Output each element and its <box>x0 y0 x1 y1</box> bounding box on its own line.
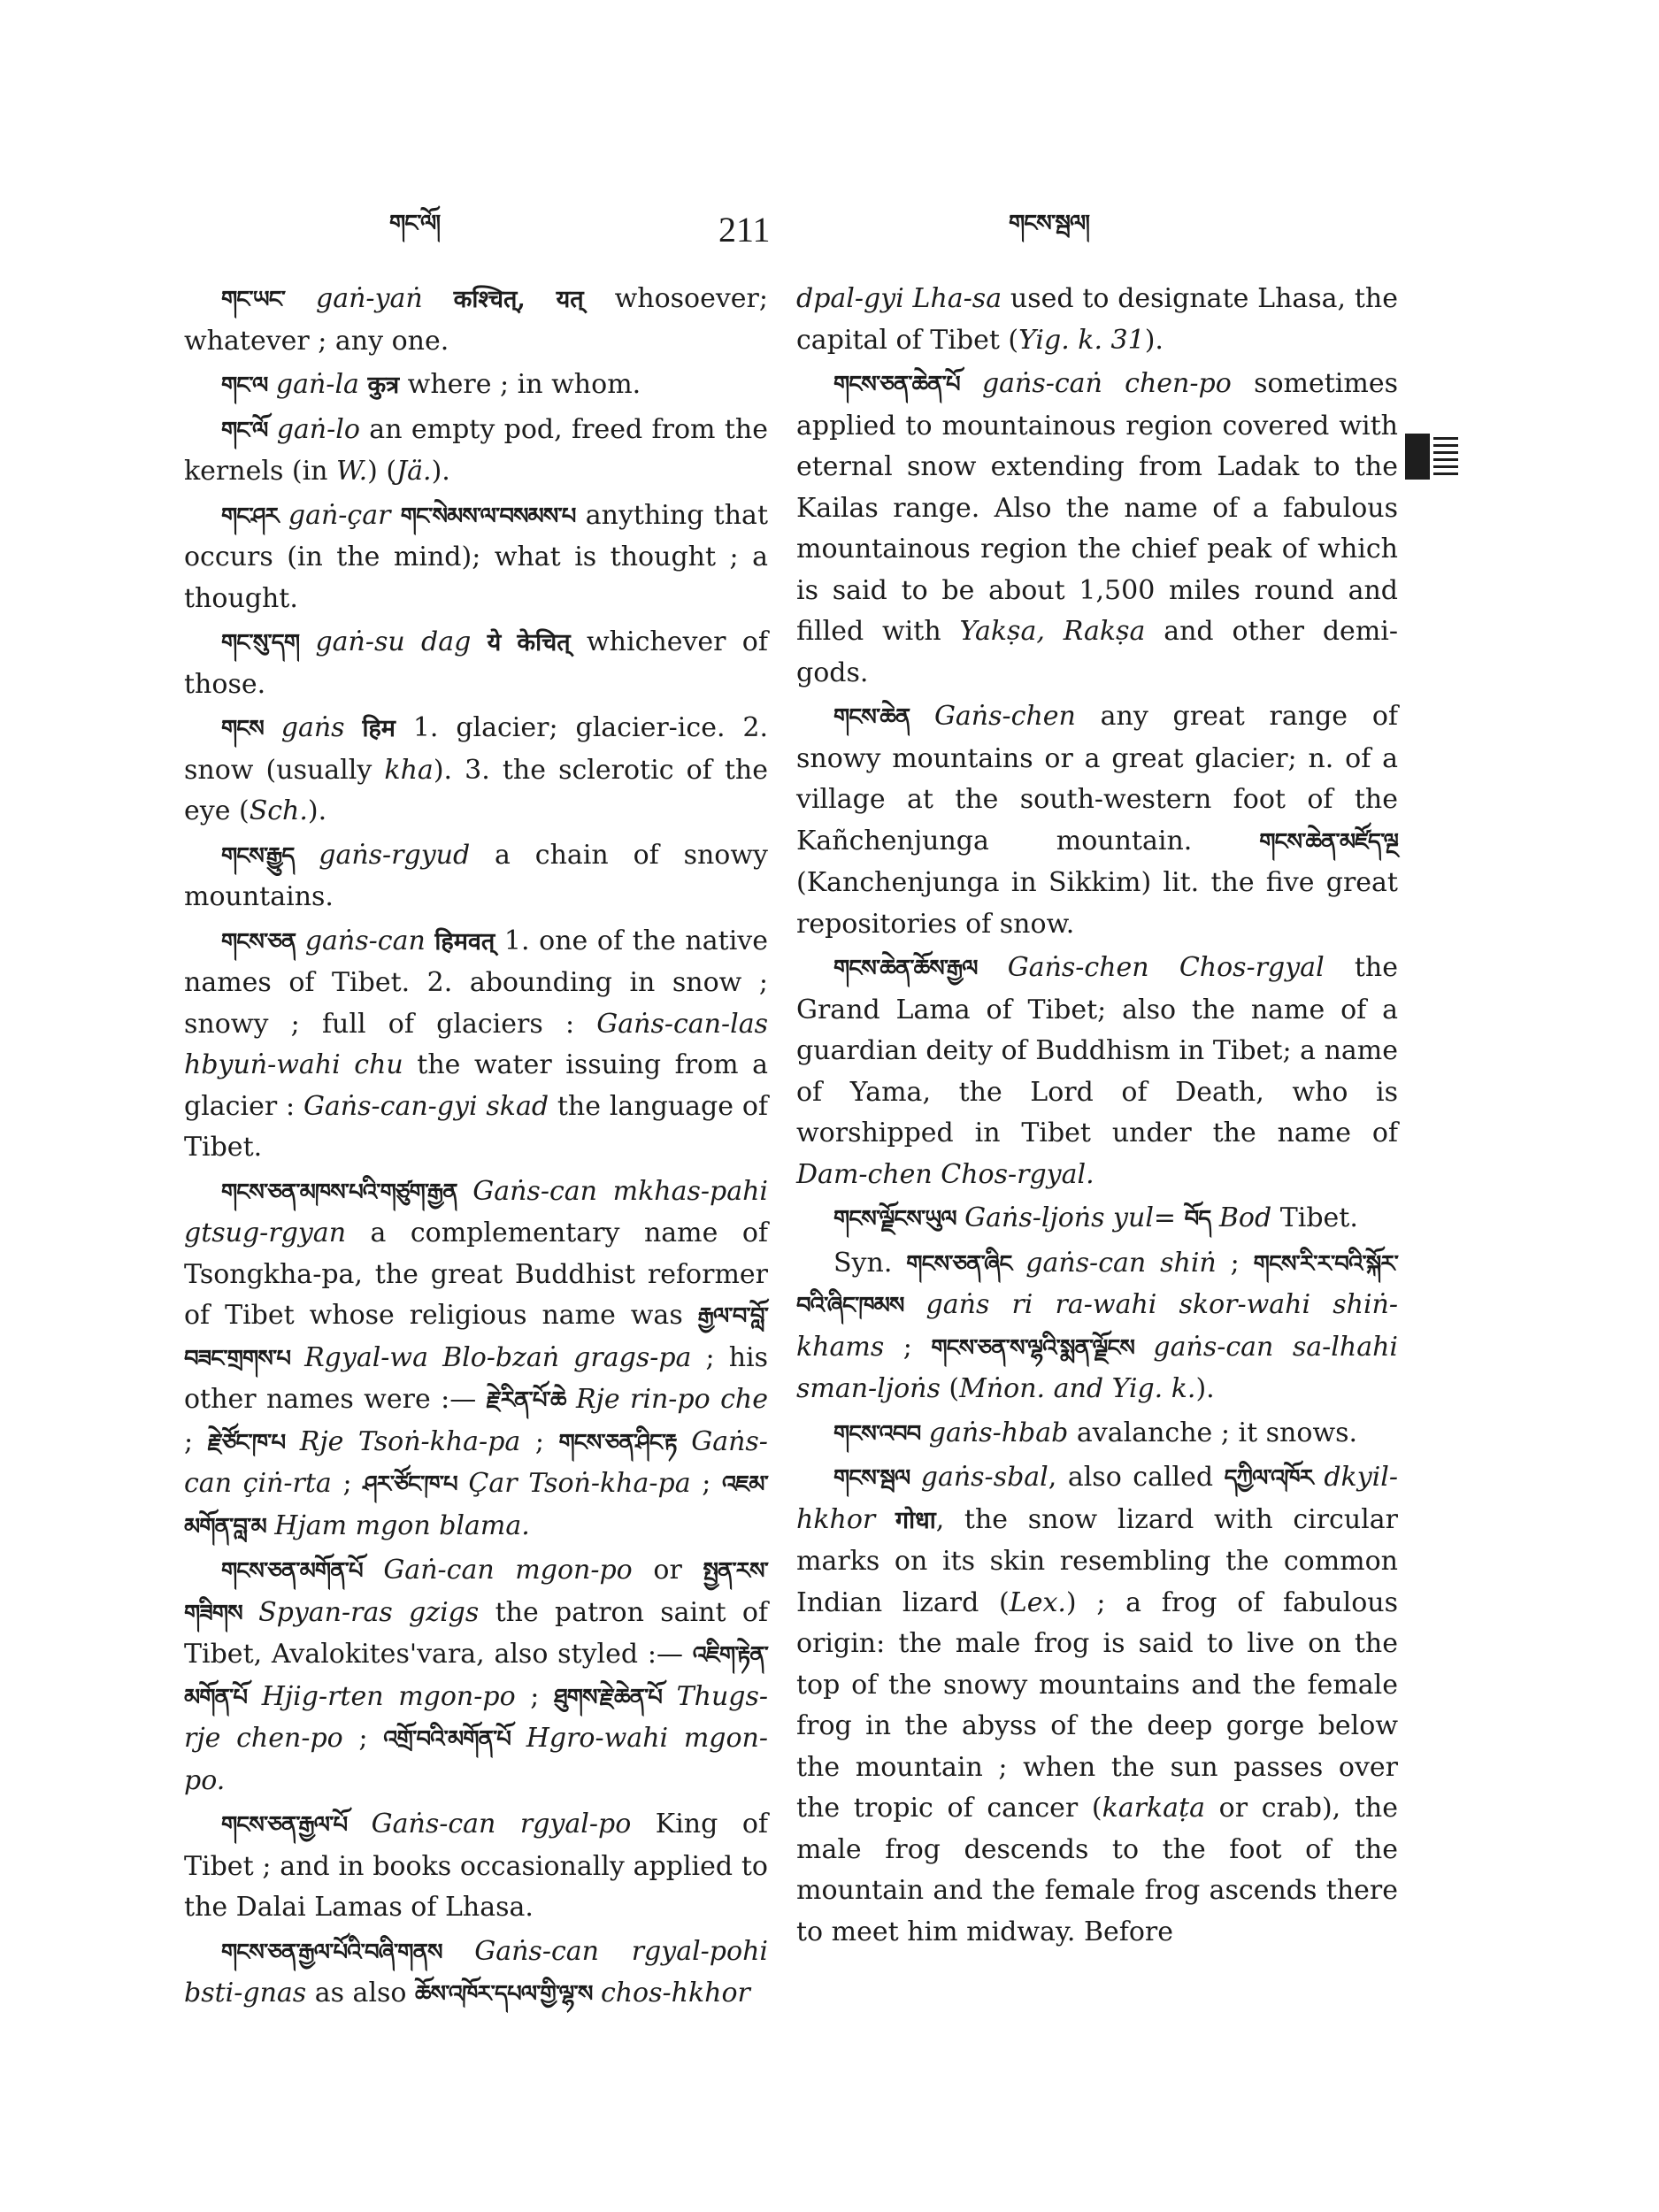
definition-text <box>267 414 276 445</box>
dictionary-entry <box>184 365 768 407</box>
definition-text <box>677 1426 692 1457</box>
dictionary-entry <box>796 279 1398 361</box>
definition-text: ; <box>1216 1247 1254 1279</box>
dictionary-entry <box>184 1171 768 1548</box>
definition-text: 1. one of the native names of Tibet. 2. abounding in snow ; snowy ; full of glaciers : <box>184 925 768 1040</box>
definition-text: any great range of snowy mountains or a great glacier; n. of a village at the south-western foot of the Kañchenjunga mountain. <box>796 701 1398 856</box>
definition-text: an empty pod, freed from the kernels (in <box>184 413 768 487</box>
definition-text <box>266 1510 275 1541</box>
definition-text: , also called <box>1048 1462 1225 1493</box>
tibetan-headword: སྤྱན་རས་གཟིགས <box>184 1558 768 1627</box>
definition-text: used to designate Lhasa, the capital of Tibet ( <box>796 283 1398 356</box>
definition-text: ; <box>331 1468 364 1499</box>
definition-text: King of Tibet ; and in books occasionally applied to the Dalai Lamas of Lhasa. <box>184 1809 768 1923</box>
tibetan-headword: གང་ཤར <box>221 503 279 530</box>
definition-text <box>423 283 454 314</box>
definition-text <box>347 1809 372 1839</box>
transliteration: Spyan-ras gzigs <box>258 1596 480 1628</box>
dictionary-entry <box>184 1804 768 1929</box>
transliteration: gaṅs <box>280 712 345 743</box>
dictionary-entry <box>796 364 1398 694</box>
transliteration: W. <box>336 456 368 487</box>
transliteration: Rje Tsoṅ-kha-pa <box>299 1425 521 1457</box>
tibetan-headword: བོད <box>1184 1206 1211 1233</box>
definition-text: anything that occurs (in the mind); what is thought ; a thought. <box>184 499 768 614</box>
transliteration: Thugs-rje chen-po <box>184 1680 768 1754</box>
definition-text <box>903 1289 926 1320</box>
definition-text <box>511 1723 526 1754</box>
definition-text <box>296 926 305 956</box>
transliteration: Gaṅs-chen <box>933 701 1076 732</box>
sanskrit-equivalent: ये केचित् <box>487 629 571 657</box>
definition-text <box>920 1417 929 1448</box>
definition-text: a complementary name of Tsongkha-pa, the great Buddhist reformer of Tibet whose religious name was <box>184 1217 768 1331</box>
transliteration: gaṅs-caṅ chen-po <box>981 368 1232 399</box>
definition-text: the water issuing from a glacier : <box>184 1049 768 1122</box>
transliteration: Hgro-wahi mgon-po. <box>184 1723 768 1796</box>
transliteration: Gaṅs-can-las hbyuṅ-wahi chu <box>184 1008 768 1080</box>
transliteration: Gaṅs-can mkhas-pahi gtsug-rgyan <box>184 1175 768 1248</box>
transliteration: Dam-chen Chos-rgyal. <box>796 1158 1094 1190</box>
definition-text <box>956 1202 965 1233</box>
tibetan-headword: གངས་ཅན་ཞིང <box>906 1250 1012 1278</box>
definition-text <box>662 1681 677 1712</box>
tibetan-headword: འཇམ་མགོན་བླ་མ <box>184 1471 768 1540</box>
thumb-index-rule <box>1433 444 1458 447</box>
transliteration: Bod <box>1218 1202 1272 1233</box>
definition-text: and other demi-gods. <box>796 616 1398 688</box>
sanskrit-equivalent: कश्चित्, यत् <box>453 286 584 313</box>
definition-text: ; his other names were :— <box>184 1341 769 1415</box>
dictionary-entry <box>796 696 1398 945</box>
transliteration: gaṅ-lo <box>276 413 360 445</box>
transliteration: Mṅon. and Yig. k. <box>959 1373 1196 1404</box>
dictionary-entry <box>184 622 768 705</box>
definition-text <box>285 1426 300 1457</box>
definition-text: ; <box>884 1331 932 1363</box>
definition-text: ) ; a frog of fabulous origin: the male frog is said to live on the top of the snowy mountains and the female frog in the abyss of the deep gorge below the mountain ; when the sun passes over the tropic of cancer ( <box>796 1586 1398 1824</box>
tibetan-headword: གང་སུ་དག <box>221 630 300 657</box>
tibetan-headword: འགྲོ་བའི་མགོན་པོ <box>383 1726 511 1753</box>
tibetan-headword: གངས་ཅན་མགོན་པོ <box>221 1558 363 1585</box>
transliteration: gaṅ-su dag <box>315 626 472 657</box>
definition-text: a chain of snowy mountains. <box>184 839 768 912</box>
tibetan-headword: གངས <box>221 716 264 742</box>
definition-text <box>910 1462 921 1493</box>
thumb-index-rule <box>1433 465 1458 468</box>
tibetan-headword: གང་ཡང་ <box>221 287 286 313</box>
definition-text <box>294 840 319 871</box>
tibetan-headword: རྗེ་ཙོང་ཁ་པ <box>207 1429 286 1456</box>
thumb-index-rule <box>1433 458 1458 461</box>
transliteration: gaṅ-yaṅ <box>316 283 423 314</box>
page-number: 211 <box>718 210 771 250</box>
transliteration: Jä. <box>396 456 432 487</box>
transliteration: Sch. <box>249 795 308 826</box>
transliteration: dkyil-hkhor <box>796 1462 1398 1535</box>
tibetan-headword: གངས་ཆེན་ཆོས་རྒྱལ <box>833 956 978 982</box>
definition-text <box>363 1555 384 1586</box>
definition-text: ). <box>1144 324 1164 356</box>
definition-text <box>910 701 934 732</box>
sanskrit-equivalent: कुत्र <box>367 372 400 399</box>
definition-text: avalanche ; it snows. <box>1068 1417 1358 1448</box>
definition-text <box>1313 1462 1325 1493</box>
tibetan-headword: དཀྱིལ་འཁོར <box>1224 1465 1313 1492</box>
definition-text <box>267 369 276 400</box>
definition-text <box>242 1597 258 1628</box>
definition-text: as also <box>306 1978 416 2008</box>
sanskrit-equivalent: हिम <box>362 715 396 742</box>
tibetan-headword: གངས་ཅན་ས་ལྷའི་སྨན་ལྗོངས <box>931 1334 1134 1362</box>
tibetan-headword: གང་སེམས་ལ་བསམས་པ <box>400 503 576 530</box>
definition-text: the Grand Lama of Tibet; also the name of a guardian deity of Buddhism in Tibet; a name of Yama, the Lord of Death, who is worshipped in Tibet under the name of <box>796 952 1399 1148</box>
transliteration: gaṅs-hbab <box>928 1417 1069 1448</box>
definition-text <box>247 1681 262 1712</box>
tibetan-headword: གངས་རི་ར་བའི་སྐོར་བའི་ཞིང་ཁམས <box>796 1250 1398 1319</box>
definition-text: ). 3. the sclerotic of the eye ( <box>184 754 768 826</box>
transliteration: Lex. <box>1009 1586 1066 1618</box>
sanskrit-equivalent: हिमवत् <box>434 927 495 956</box>
tibetan-headword: གངས་རྒྱུད <box>221 842 295 870</box>
transliteration: gaṅs-can shiṅ <box>1025 1247 1217 1279</box>
definition-text <box>345 712 363 743</box>
definition-text: where ; in whom. <box>399 369 641 400</box>
definition-text <box>457 1176 473 1207</box>
definition-text: ). <box>1195 1373 1215 1404</box>
definition-text <box>566 1384 576 1415</box>
definition-text: ; <box>515 1680 555 1712</box>
transliteration: gaṅ-la <box>275 369 359 400</box>
tibetan-headword: ཤར་ཙོང་ཁ་པ <box>363 1471 457 1498</box>
tibetan-headword: གངས་ཅན་མཁས་པའི་གཙུག་རྒྱན <box>221 1179 457 1206</box>
definition-text <box>1210 1202 1219 1233</box>
transliteration: Gaṅs-can-gyi skad <box>303 1090 549 1122</box>
definition-text: or <box>632 1555 703 1586</box>
definition-text <box>875 1504 895 1535</box>
transliteration: Gaṅs-can rgyal-pohi bsti-gnas <box>184 1935 768 2008</box>
definition-text: ; <box>690 1468 723 1499</box>
definition-text: ; <box>184 1425 208 1457</box>
transliteration: gaṅs-sbal <box>920 1462 1048 1493</box>
definition-text: or crab), the male frog descends to the foot of the mountain and the female frog ascends there to meet him midway. Before <box>796 1793 1398 1947</box>
definition-text: (Kanchenjunga in Sikkim) lit. the five great repositories of snow. <box>796 867 1398 940</box>
tibetan-headword: གངས་ཆེན་མཛོད་ལྔ <box>1259 828 1398 856</box>
definition-text: ) ( <box>367 456 397 487</box>
definition-text: the language of Tibet. <box>184 1090 769 1163</box>
definition-text <box>1011 1248 1025 1279</box>
transliteration: Gaṅ-can mgon-po <box>383 1555 633 1586</box>
definition-text: ). <box>431 456 450 487</box>
right-column <box>796 279 1398 1953</box>
definition-text: ). <box>307 795 327 826</box>
dictionary-entry <box>796 1457 1398 1953</box>
tibetan-headword: གངས་འབབ <box>833 1420 921 1448</box>
definition-text: , the snow lizard with circular marks on its skin resembling the common Indian lizard ( <box>796 1503 1398 1618</box>
transliteration: gaṅs-can sa-lhahi sman-ljoṅs <box>796 1331 1398 1404</box>
transliteration: Gaṅs-can çiṅ-rta <box>184 1425 768 1499</box>
dictionary-entry <box>796 948 1398 1195</box>
tibetan-headword: གངས་ཅན <box>221 928 296 956</box>
dictionary-entry <box>184 835 768 918</box>
definition-text: whichever of those. <box>184 626 768 700</box>
definition-text <box>264 712 281 743</box>
definition-text <box>471 626 487 657</box>
definition-text: whosoever; whatever ; any one. <box>184 283 768 357</box>
dictionary-entry <box>796 1198 1398 1240</box>
transliteration: Gaṅs-ljoṅs yul <box>964 1202 1154 1233</box>
tibetan-headword: གངས་ཅན་རྒྱལ་པོའི་བཞི་གནས <box>221 1939 442 1966</box>
transliteration: Yig. k. 31 <box>1018 324 1145 356</box>
thumb-index-tab <box>1405 434 1458 480</box>
definition-text <box>426 926 435 956</box>
definition-text: ; <box>342 1723 384 1754</box>
definition-text <box>390 500 400 531</box>
tibetan-headword: གངས་ལྗོངས་ཡུལ <box>833 1206 956 1233</box>
thumb-index-rule <box>1433 451 1458 454</box>
tibetan-headword: རྗེ་རིན་པོ་ཆེ <box>486 1387 566 1414</box>
definition-text <box>290 1342 304 1373</box>
transliteration: Rje rin-po che <box>575 1384 768 1415</box>
tibetan-headword: གངས་སྦལ <box>833 1465 910 1492</box>
dictionary-entry <box>184 921 768 1169</box>
definition-text: Tibet. <box>1271 1202 1358 1233</box>
transliteration: Gaṅs-chen Chos-rgyal <box>1007 952 1325 983</box>
tibetan-headword: གང་ལ <box>221 373 268 399</box>
thumb-index-rule <box>1433 437 1458 440</box>
transliteration: chos-hkhor <box>600 1978 750 2008</box>
definition-text <box>960 368 982 399</box>
dictionary-entry <box>184 495 768 620</box>
tibetan-headword: གངས་ཆེན <box>833 704 910 731</box>
dictionary-entry <box>184 1932 768 2016</box>
running-head-left: གང་ལོ། <box>389 211 441 237</box>
transliteration: Rgyal-wa Blo-bzaṅ grags-pa <box>304 1341 692 1373</box>
definition-text <box>285 283 316 314</box>
definition-text <box>442 1936 475 1967</box>
transliteration: Gaṅs-can rgyal-po <box>371 1809 632 1839</box>
dictionary-entry <box>796 1243 1398 1410</box>
transliteration: karkaṭa <box>1102 1793 1206 1824</box>
definition-text <box>279 500 288 531</box>
transliteration: dpal-gyi Lha-sa <box>796 283 1002 314</box>
definition-text: = <box>1153 1202 1185 1233</box>
transliteration: Hjig-rten mgon-po <box>261 1680 516 1712</box>
tibetan-headword: འཇིག་རྟེན་མགོན་པོ <box>184 1642 768 1711</box>
dictionary-entry <box>184 279 768 362</box>
tibetan-headword: གངས་ཅན་ཆེན་པོ <box>833 372 960 398</box>
transliteration: kha <box>384 754 434 786</box>
transliteration: Çar Tsoṅ-kha-pa <box>468 1468 691 1499</box>
dictionary-entry <box>184 1550 768 1801</box>
tibetan-headword: གངས་ཅན་ཤིང་རྟ <box>558 1429 677 1456</box>
definition-text: Syn. <box>833 1247 907 1279</box>
dictionary-entry <box>184 708 768 833</box>
tibetan-headword: ཆོས་འཁོར་དཔལ་གྱི་ལྷ་ས <box>415 1981 593 2008</box>
transliteration: Yakṣa, Rakṣa <box>959 616 1146 647</box>
transliteration: gaṅ-çar <box>288 499 391 531</box>
tibetan-headword: གང་ལོ <box>221 417 268 444</box>
transliteration: gaṅs-rgyud <box>319 839 471 871</box>
dictionary-entry <box>796 1413 1398 1455</box>
tibetan-headword: ཐུགས་རྗེ་ཆེན་པོ <box>554 1684 662 1711</box>
definition-text: 1. glacier; glacier-ice. 2. snow (usually <box>184 712 768 786</box>
dictionary-entry <box>184 410 768 493</box>
definition-text: the patron saint of Tibet, Avalokites'vara, also styled :— <box>184 1596 768 1670</box>
left-column <box>184 279 768 2016</box>
transliteration: gaṅs-can <box>304 925 426 956</box>
definition-text <box>592 1978 601 2008</box>
running-head-right: གངས་སྦལ། <box>1009 211 1089 237</box>
transliteration: gaṅs ri ra-wahi skor-wahi shiṅ-khams <box>796 1289 1398 1363</box>
definition-text: sometimes applied to mountainous region covered with eternal snow extending from Ladak to the Kailas range. Also the name of a fabulous mountainous region the chief peak of which is said to be about 1,500 miles round and filled with <box>796 368 1398 647</box>
sanskrit-equivalent: गोधा <box>895 1506 936 1534</box>
thumb-index-rule <box>1433 472 1458 475</box>
definition-text <box>1134 1332 1154 1363</box>
thumb-index-block <box>1405 434 1430 480</box>
definition-text <box>299 626 315 657</box>
definition-text: ( <box>940 1373 960 1404</box>
definition-text <box>978 952 1008 983</box>
definition-text: ; <box>520 1425 559 1457</box>
tibetan-headword: གངས་ཅན་རྒྱལ་པོ <box>221 1812 348 1839</box>
definition-text <box>457 1468 469 1499</box>
transliteration: Hjam mgon blama. <box>274 1509 530 1541</box>
tibetan-headword: རྒྱལ་བ་བློ་བཟང་གྲགས་པ <box>184 1303 768 1372</box>
